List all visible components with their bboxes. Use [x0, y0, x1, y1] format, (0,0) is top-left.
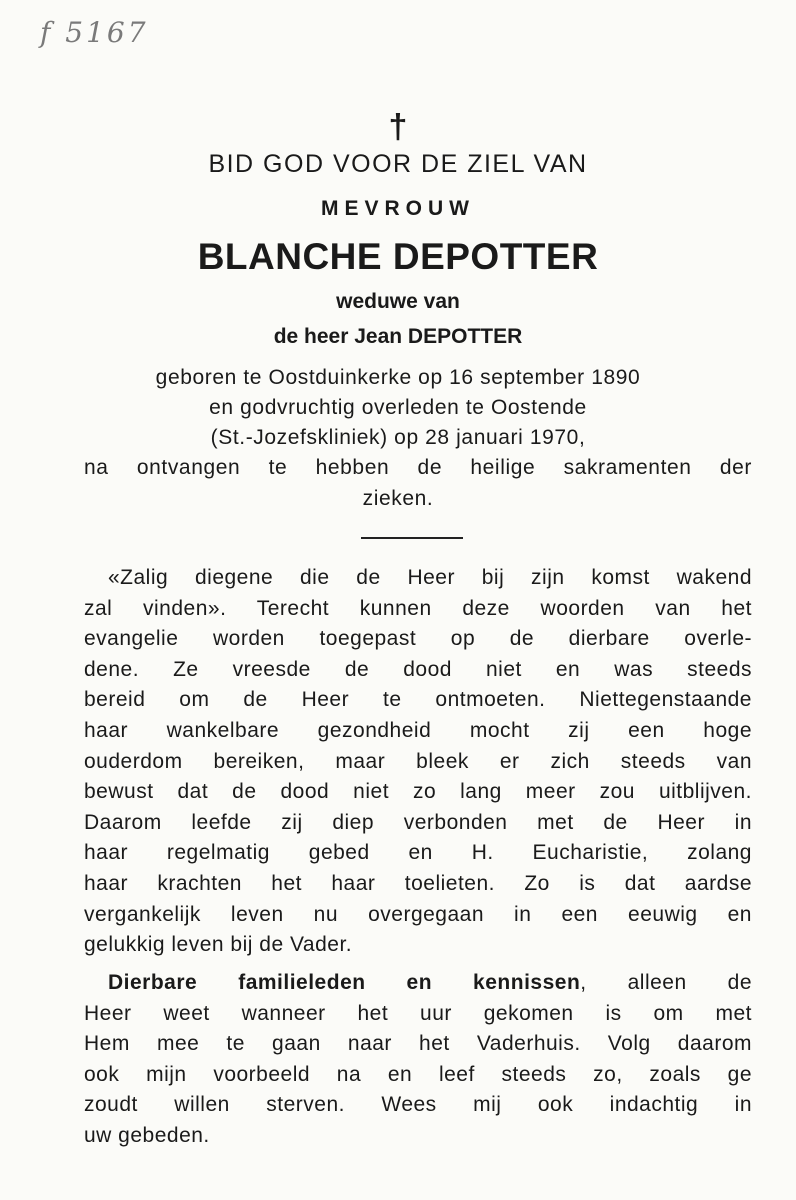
paragraph-line: Heer weet wanneer het uur gekomen is om met [84, 1001, 752, 1025]
paragraph-line: haar regelmatig gebed en H. Eucharistie, zolang [84, 841, 752, 865]
paragraph-line: zal vinden». Terecht kunnen deze woorden van het [84, 596, 752, 620]
clinic-line: (St.-Jozefskliniek) op 28 januari 1970, [210, 426, 586, 449]
reflection-paragraph [84, 563, 752, 961]
cross-icon: † [388, 108, 408, 146]
paragraph-line: dene. Ze vreesde de dood niet en was steeds [84, 657, 752, 681]
honorific-title: MEVROUW [321, 197, 475, 220]
sacraments-line: na ontvangen te hebben de heilige sakramenten der [84, 456, 752, 479]
birth-line: geboren te Oostduinkerke op 16 september 1890 [155, 366, 641, 389]
paragraph-first-line [84, 968, 752, 999]
address-paragraph [84, 968, 752, 1152]
prayer-intro: BID GOD VOOR DE ZIEL VAN [208, 150, 588, 178]
widow-of-label: weduwe van [336, 290, 460, 313]
paragraph-line: vergankelijk leven nu overgegaan in een eeuwig en [84, 902, 752, 926]
sacraments-line-end: zieken. [362, 487, 434, 510]
paragraph-line: gelukkig leven bij de Vader. [84, 933, 353, 957]
handwritten-archive-number: f 5167 [40, 16, 149, 49]
paragraph-line: uw gebeden. [84, 1123, 210, 1147]
divider [361, 537, 463, 539]
paragraph-line: bewust dat de dood niet zo lang meer zou uitblijven. [84, 780, 752, 804]
deceased-name: BLANCHE DEPOTTER [197, 236, 599, 277]
paragraph-line: zoudt willen sterven. Wees mij ook indachtig in [84, 1093, 752, 1117]
salutation-continuation: , alleen de [580, 971, 752, 994]
death-line: en godvruchtig overleden te Oostende [209, 396, 587, 419]
paragraph-line: evangelie worden toegepast op de dierbare overle- [84, 627, 752, 651]
paragraph-line: «Zalig diegene die de Heer bij zijn komst wakend [108, 566, 752, 589]
address-salutation: Dierbare familieleden en kennissen [108, 971, 581, 994]
husband-name: de heer Jean DEPOTTER [273, 325, 523, 348]
paragraph-line: haar wankelbare gezondheid mocht zij een hoge [84, 718, 752, 742]
paragraph-line: Hem mee te gaan naar het Vaderhuis. Volg daarom [84, 1032, 752, 1056]
paragraph-line: Daarom leefde zij diep verbonden met de Heer in [84, 810, 752, 834]
paragraph-line: ook mijn voorbeeld na en leef steeds zo, zoals ge [84, 1062, 752, 1086]
paragraph-line: haar krachten het haar toelieten. Zo is dat aardse [84, 871, 752, 895]
paragraph-line: bereid om de Heer te ontmoeten. Niettegenstaande [84, 688, 752, 712]
paragraph-line: ouderdom bereiken, maar bleek er zich steeds van [84, 749, 752, 773]
